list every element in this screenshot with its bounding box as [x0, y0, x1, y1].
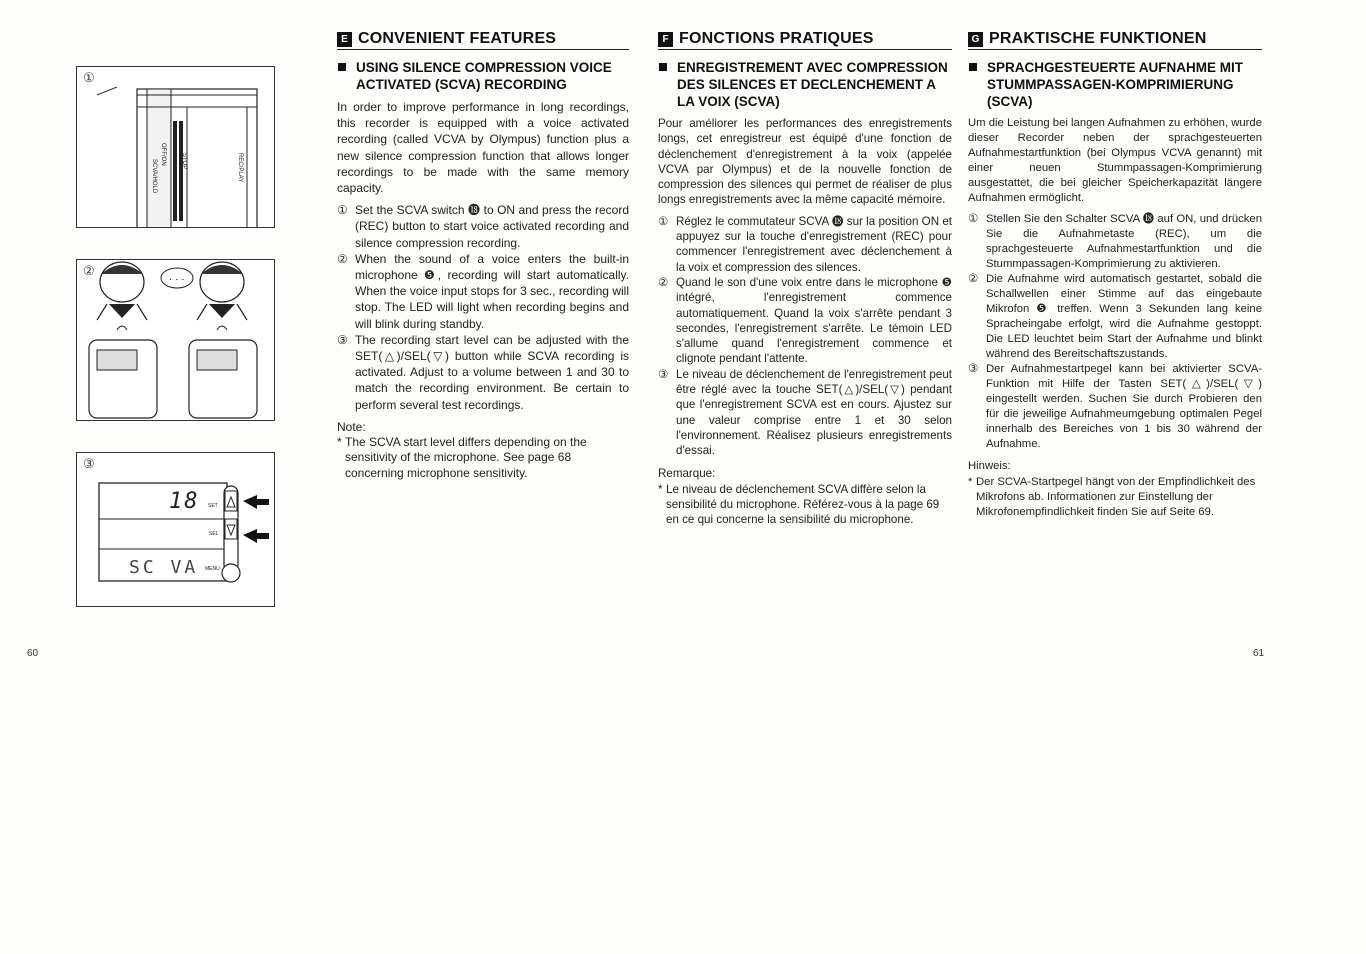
french-language-badge: F — [658, 32, 673, 47]
english-intro: In order to improve performance in long recordings, this recorder is equipped with a voice activated recording (called VCVA by Olympus) function plus a new silence compression function that allows longer recordings to be made with the same memory capacity. — [337, 100, 629, 196]
german-column — [968, 30, 1262, 520]
step-number: ② — [658, 275, 669, 289]
german-note-label: Hinweis: — [968, 460, 1011, 472]
english-step-3 — [337, 332, 629, 413]
figure-2-label: ② — [83, 263, 95, 278]
figure-3-display — [76, 452, 275, 607]
switch-label-off-on: OFF/ON — [160, 143, 166, 166]
figure-1-label: ① — [83, 70, 95, 85]
step-number: ② — [968, 273, 979, 285]
english-step-1 — [337, 202, 629, 251]
step-text: Set the SCVA switch ⓲ to ON and press the record (REC) button to start voice activated recording and silence compression recording. — [355, 203, 629, 250]
step-text: When the sound of a voice enters the built-in microphone ❺, recording will start automatically. When the voice input stops for 3 sec., recording will stop. The LED will light when recording begins and will blink during standby. — [355, 251, 629, 331]
german-header — [968, 30, 1262, 50]
german-step-3 — [968, 362, 1262, 452]
english-header — [337, 30, 629, 50]
step-text: The recording start level can be adjusted with the SET(△)/SEL(▽) button while SCVA recording is activated. Adjust to a volume between 1 and 30 to match the recording environment. Be certain to perform several test recordings. — [355, 332, 629, 412]
step-number: ① — [337, 203, 348, 218]
french-step-1 — [658, 214, 952, 275]
menu-button-label: MENU — [205, 566, 220, 572]
english-language-badge: E — [337, 32, 352, 47]
french-note: * Le niveau de déclenchement SCVA diffère selon la sensibilité du microphone. Référez-vous à la page 69 en ce qui concerne la sensibilité du microphone. — [658, 482, 952, 528]
figure-2-voice-activation — [76, 259, 275, 421]
french-note-label: Remarque: — [658, 466, 716, 480]
step-text: Réglez le commutateur SCVA ⓲ sur la position ON et appuyez sur la touche d'enregistrement (REC) pour commencer l'enregistrement avec déclenchement à la voix et compression des silences. — [676, 214, 952, 274]
english-column — [337, 30, 629, 481]
french-intro: Pour améliorer les performances des enregistrements longs, cet enregistreur est équipé d'une fonction de déclenchement d'enregistrement à la voix (appelée VCVA par Olympus) et de la nouvelle fonction de compression des silences qui permet de réaliser de plus longs enregistrements avec la même capacité mémoire. — [658, 117, 952, 207]
switch-label-scva-hold: SCVA/HOLD — [151, 159, 157, 194]
german-note: * Der SCVA-Startpegel hängt von der Empfindlichkeit des Mikrofons ab. Informationen zur Einstellung der Mikrofonempfindlichkeit finden Sie auf Seite 69. — [968, 475, 1262, 520]
english-title: CONVENIENT FEATURES — [358, 30, 557, 47]
step-text: Die Aufnahme wird automatisch gestartet, sobald die Schallwellen einer Stimme auf das eingebaute Mikrofon ❺ treffen. Wenn 3 Sekunden lang keine Spracheingabe erfolgt, wird die Aufnahme gestoppt. Die LED leuchtet beim Start der Aufnahme und blinkt während des Bereitschaftszustands. — [986, 273, 1262, 360]
figure-1-switch-closeup — [76, 66, 275, 228]
step-text: Le niveau de déclenchement de l'enregistrement peut être réglé avec la touche SET(△)/SEL(▽) pendant que l'enregistrement SCVA est en cours. Ajustez sur une valeur comprise entre 1 et 30 selon l'environnement. Réalisez plusieurs enregistrements d'essai. — [676, 367, 952, 458]
svg-text:· · ·: · · · — [169, 274, 185, 285]
step-text: Der Aufnahmestartpegel kann bei aktivierter SCVA-Funktion mit Hilfe der Tasten SET(△)/SEL(▽) eingestellt werden. Suchen Sie durch Probieren den für die jeweilige Aufnahmeumgebung optimalen Pegel innerhalb des Bereiches von 1 bis 30 während der Aufnahme. — [986, 363, 1262, 450]
english-note: * The SCVA start level differs depending on the sensitivity of the microphone. See page 68 concerning microphone sensitivity. — [337, 435, 629, 482]
sel-button-label: SEL — [209, 531, 219, 537]
figure-3-label: ③ — [83, 456, 95, 471]
step-text: Quand le son d'une voix entre dans le microphone ❺ intégré, l'enregistrement commence automatiquement. Quand la voix s'arrête pendant 3 secondes, l'enregistrement s'arrête. Le témoin LED s'allume quand l'enregistrement commence et clignote pendant l'attente. — [676, 275, 952, 366]
german-title: PRAKTISCHE FUNKTIONEN — [989, 30, 1207, 47]
german-language-badge: G — [968, 32, 983, 47]
english-step-2 — [337, 251, 629, 332]
page-number-right: 61 — [1253, 648, 1265, 659]
set-button-label: SET — [208, 503, 218, 509]
speaking-person-illustration — [77, 260, 274, 420]
french-step-2 — [658, 275, 952, 367]
step-number: ① — [968, 213, 979, 225]
recorder-side-illustration — [77, 67, 274, 227]
french-header — [658, 30, 952, 50]
display-level-value: 18 — [169, 489, 200, 514]
german-step-1 — [968, 212, 1262, 272]
french-column — [658, 30, 952, 528]
step-number: ③ — [968, 363, 979, 375]
english-section-heading: USING SILENCE COMPRESSION VOICE ACTIVATED (SCVA) RECORDING — [337, 59, 629, 93]
english-note-label: Note: — [337, 419, 366, 434]
german-section-heading: SPRACHGESTEUERTE AUFNAHME MIT STUMMPASSAGEN-KOMPRIMIERUNG (SCVA) — [968, 59, 1262, 110]
step-number: ① — [658, 214, 669, 228]
french-title: FONCTIONS PRATIQUES — [679, 30, 874, 47]
step-number: ③ — [337, 332, 348, 347]
german-intro: Um die Leistung bei langen Aufnahmen zu erhöhen, wurde dieser Recorder neben der sprachgesteuerten Aufnahmestartfunktion (bei Olympus VCVA genannt) mit einer neuen Stummpassagen-Komprimierung ausgestattet, die bei gleicher Speicherkapazität längere Aufnahmen ermöglicht. — [968, 117, 1262, 204]
switch-label-stop: STOP — [181, 153, 187, 170]
step-number: ③ — [658, 367, 669, 381]
switch-label-rec-play: REC/PLAY — [237, 153, 243, 183]
step-number: ② — [337, 251, 348, 266]
german-step-2 — [968, 272, 1262, 362]
display-mode-value: SC VA — [129, 557, 199, 578]
french-section-heading: ENREGISTREMENT AVEC COMPRESSION DES SILENCES ET DECLENCHEMENT A LA VOIX (SCVA) — [658, 59, 952, 110]
step-text: Stellen Sie den Schalter SCVA ⓲ auf ON, und drücken Sie die Aufnahmetaste (REC), um die sprachgesteuerte Aufnahmestartfunktion und die Stummpassagen-Komprimierung zu aktivieren. — [986, 213, 1262, 270]
french-step-3 — [658, 367, 952, 459]
lcd-panel-illustration — [77, 453, 274, 606]
page-number-left: 60 — [27, 648, 39, 659]
